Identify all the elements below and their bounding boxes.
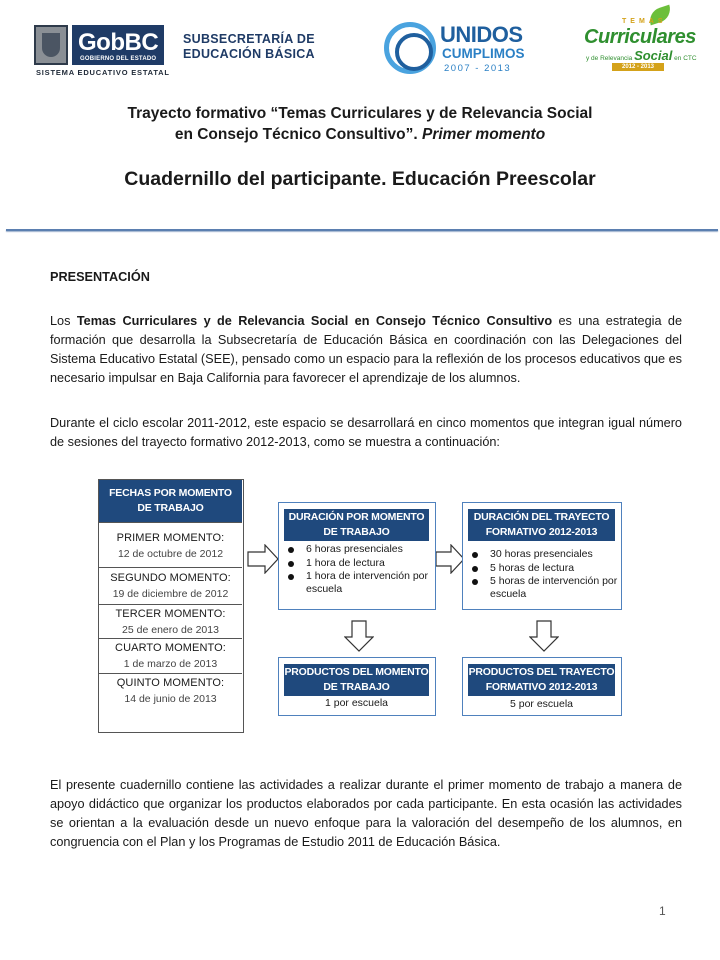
moment-date: 1 de marzo de 2013 — [123, 658, 218, 670]
products-trayecto-header-line1: PRODUCTOS DEL TRAYECTO — [468, 666, 615, 678]
curriculares-rel-text: y de Relevancia — [586, 55, 633, 62]
products-trayecto-box — [462, 657, 622, 716]
curriculares-years: 2012 - 2013 — [612, 63, 664, 71]
subsecretaria-line2: EDUCACIÓN BÁSICA — [183, 47, 315, 61]
arrow-right-icon — [247, 544, 279, 574]
p1-pre: Los — [50, 314, 77, 328]
products-moment-header-line1: PRODUCTOS DEL MOMENTO — [284, 666, 429, 678]
duration-trayecto-header — [468, 509, 615, 541]
duration-moment-header-line2: DE TRABAJO — [323, 526, 390, 538]
products-trayecto-header-line2: FORMATIVO 2012-2013 — [485, 681, 598, 693]
moment-row — [99, 522, 242, 568]
list-item: 5 horas de intervención por escuela — [468, 575, 620, 601]
curriculares-suffix: en CTC — [674, 55, 697, 62]
moment-name: SEGUNDO MOMENTO: — [110, 572, 231, 584]
moment-name: TERCER MOMENTO: — [115, 608, 226, 620]
products-moment-value: 1 por escuela — [324, 697, 389, 709]
header-divider — [6, 229, 718, 231]
products-moment-header — [284, 664, 429, 696]
document-title-line1: Trayecto formativo “Temas Curriculares y de Relevancia Social — [127, 105, 593, 122]
list-item: 1 hora de lectura — [284, 557, 434, 570]
list-item: 5 horas de lectura — [468, 562, 620, 575]
moment-date: 12 de octubre de 2012 — [117, 548, 224, 560]
duration-moment-list — [284, 543, 434, 597]
duration-moment-header — [284, 509, 429, 541]
moment-date: 19 de diciembre de 2012 — [112, 588, 229, 600]
subsecretaria-line1: SUBSECRETARÍA DE — [183, 32, 315, 46]
curriculares-social: Social — [634, 48, 673, 63]
arrow-right-icon — [435, 544, 465, 574]
products-trayecto-value: 5 por escuela — [509, 698, 574, 710]
gobbc-logo — [34, 25, 170, 77]
gobbc-logo-tagline: SISTEMA EDUCATIVO ESTATAL — [36, 68, 170, 77]
dates-header-line1: FECHAS POR MOMENTO — [109, 487, 232, 499]
moment-name: CUARTO MOMENTO: — [115, 642, 226, 654]
duration-per-moment-box — [278, 502, 436, 610]
unidos-ring-icon — [384, 22, 436, 74]
duration-trayecto-box — [462, 502, 622, 610]
curriculares-temas: TEMAS — [622, 18, 667, 25]
gobbc-logo-title: GobBC — [78, 29, 159, 56]
page-number: 1 — [659, 904, 666, 918]
moment-date: 25 de enero de 2013 — [122, 624, 219, 636]
paragraph-intro — [50, 312, 682, 388]
moment-row — [99, 674, 242, 712]
products-trayecto-header — [468, 664, 615, 696]
curriculares-main: Curriculares — [584, 26, 696, 48]
list-item: 30 horas presenciales — [468, 548, 620, 561]
gobbc-badge — [72, 25, 164, 65]
p1-bold-program-name: Temas Curriculares y de Relevancia Social en Consejo Técnico Consultivo — [76, 314, 553, 328]
dates-table-header — [99, 480, 242, 522]
document-title-line2 — [0, 126, 720, 144]
paragraph-cuadernillo: El presente cuadernillo contiene las actividades a realizar durante el primer momento de trabajo a manera de apoyo didáctico que organizar los productos elaborados por cada participante. En esta ocasión las actividades se orientan a la evaluación desde un nuevo enfoque para la valoración del desempeño de los alumnos, en congruencia con el Plan y los Programas de Estudio 2011 de Educación Básica. — [50, 778, 682, 849]
duration-trayecto-list — [468, 548, 620, 602]
temas-curriculares-logo — [582, 8, 700, 70]
list-item: 1 hora de intervención por escuela — [284, 570, 434, 596]
title-line2-italic: Primer momento — [422, 126, 546, 143]
moment-row — [99, 568, 242, 605]
list-item: 6 horas presenciales — [284, 543, 434, 556]
p1-post: es una estrategia de formación que desarrolla la Subsecretaría de Educación Básica en coordinación con las Delegaciones del Sistema Educativo Estatal (SEE), pensado como un espacio para la reflexión de los procesos educativos que es necesario impulsar en Baja California para favorecer el aprendizaje de los alumnos. — [50, 314, 683, 385]
products-moment-box — [278, 657, 436, 716]
arrow-down-icon — [529, 620, 559, 652]
document-subtitle: Cuadernillo del participante. Educación Preescolar — [124, 168, 596, 190]
curriculares-relevancia — [586, 48, 697, 63]
duration-trayecto-header-line2: FORMATIVO 2012-2013 — [485, 526, 598, 538]
unidos-line2: CUMPLIMOS — [442, 46, 525, 61]
dates-table — [98, 479, 244, 733]
moment-row — [99, 605, 242, 639]
unidos-line1: UNIDOS — [440, 22, 523, 47]
duration-trayecto-header-line1: DURACIÓN DEL TRAYECTO — [473, 511, 610, 523]
section-heading: PRESENTACIÓN — [50, 270, 150, 284]
state-shield-icon — [34, 25, 68, 65]
moment-name: QUINTO MOMENTO: — [116, 677, 225, 689]
products-moment-header-line2: DE TRABAJO — [323, 681, 390, 693]
paragraph-cycle: Durante el ciclo escolar 2011-2012, este espacio se desarrollará en cinco momentos que integran igual número de sesiones del trayecto formativo 2012-2013, como se muestra a continuación: — [50, 416, 682, 449]
title-line2-main: en Consejo Técnico Consultivo”. — [174, 126, 422, 143]
subsecretaria-logo — [183, 32, 315, 62]
moment-name: PRIMER MOMENTO: — [116, 532, 225, 544]
duration-moment-header-line1: DURACIÓN POR MOMENTO — [288, 511, 425, 523]
gobbc-logo-subtitle: GOBIERNO DEL ESTADO — [80, 56, 157, 62]
moment-date: 14 de junio de 2013 — [124, 693, 217, 705]
unidos-cumplimos-logo — [384, 16, 524, 82]
unidos-years: 2007 - 2013 — [444, 63, 512, 74]
moment-row — [99, 639, 242, 674]
dates-header-line2: DE TRABAJO — [137, 502, 204, 514]
arrow-down-icon — [344, 620, 374, 652]
